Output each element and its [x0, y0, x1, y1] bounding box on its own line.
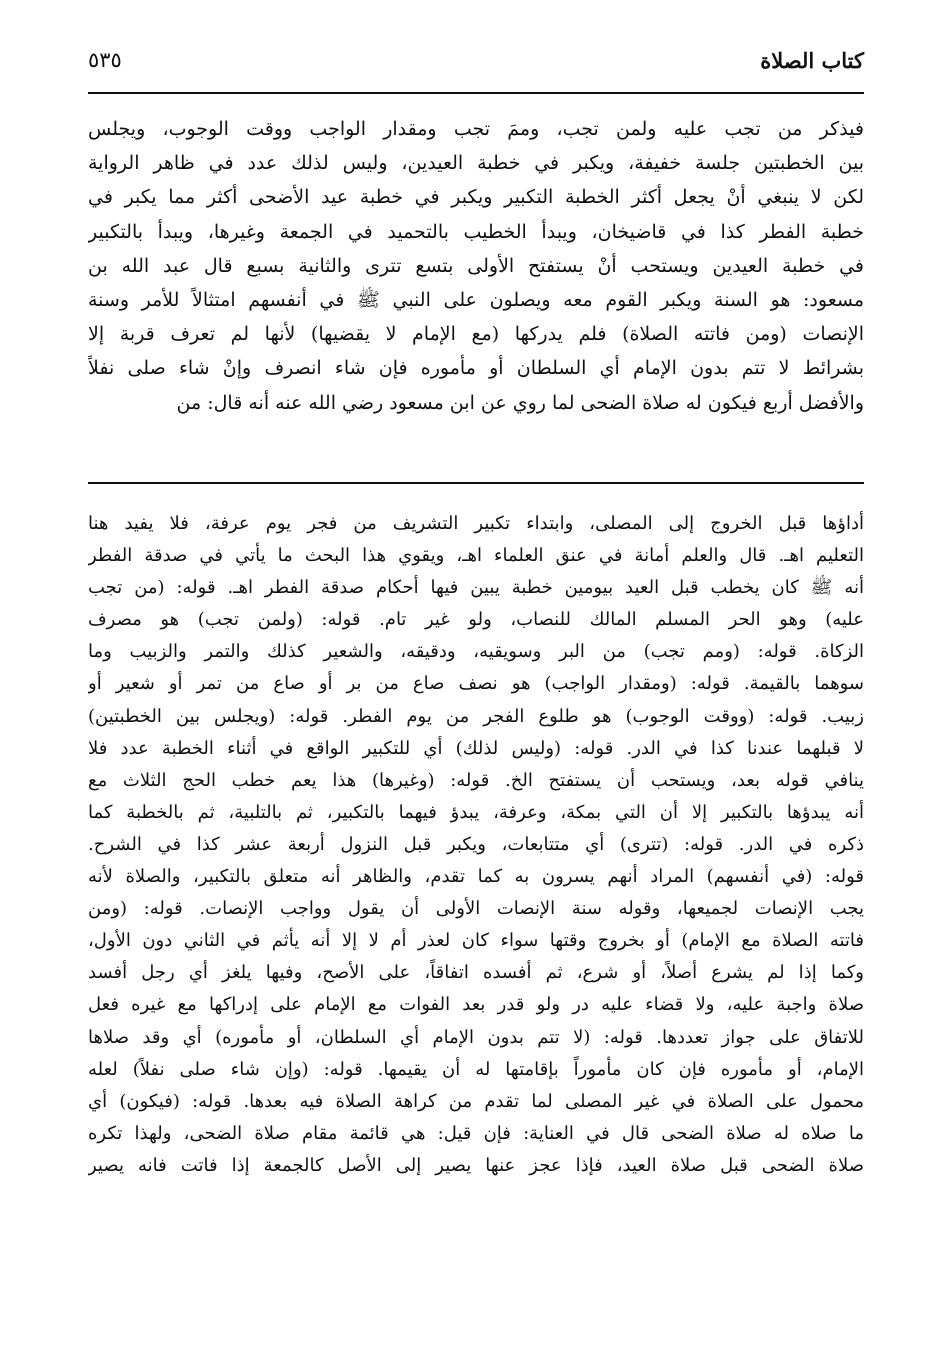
- main-line: بشرائط لا تتم بدون الإمام أي السلطان أو مأموره فإن شاء انصرف وإنْ شاء صلى نفلاً: [88, 357, 864, 380]
- commentary-notes: [88, 508, 864, 1182]
- main-line: مسعود: هو السنة ويكبر القوم معه ويصلون على النبي ﷺ في أنفسهم امتثالاً للأمر وسنة: [88, 288, 864, 311]
- note-line: أنه ﷺ كان يخطب قبل العيد بيومين خطبة يبين فيها أحكام صدقة الفطر اهـ. قوله: (من تجب: [88, 577, 864, 599]
- note-line: يجب الإنصات لجميعها، وقوله سنة الإنصات الأولى أن يقول وواجب الإنصات. قوله: (ومن: [88, 898, 864, 920]
- main-line: لكن لا ينبغي أنْ يجعل أكثر الخطبة التكبير ويكبر في خطبة عيد الأضحى أكثر مما يكبر في: [88, 186, 864, 209]
- note-line: الإمام، أو مأموره فإن كان مأموراً بإقامتها له أن يقيمها. قوله: (وإن شاء صلى نفلاً) لعله: [88, 1058, 864, 1080]
- page-title: كتاب الصلاة: [760, 47, 864, 73]
- note-line: فاتته الصلاة مع الإمام) أو بخروج وقتها سواء كان لعذر أم لا إلا أنه يأثم في الثاني دون الأول،: [88, 930, 864, 952]
- main-line: في خطبة العيدين ويستحب أنْ يستفتح الأولى بتسع تترى والثانية بسبع قال عبد الله بن: [88, 254, 864, 277]
- main-text: [88, 112, 864, 420]
- note-line: محمول على الصلاة في غير المصلى لما تقدم من كراهة الصلاة فيه بعدها. قوله: (فيكون) أي: [88, 1090, 864, 1112]
- separator-rule: [88, 482, 864, 484]
- main-line: خطبة الفطر كذا في قاضيخان، ويبدأ الخطيب بالتحميد في الجمعة وغيرها، ويبدأ بالتكبير: [88, 220, 864, 243]
- note-line: أداؤها قبل الخروج إلى المصلى، وابتداء تكبير التشريف من فجر يوم عرفة، فلا يفيد هنا: [88, 513, 864, 534]
- main-line: بين الخطبتين جلسة خفيفة، ويكبر في خطبة العيدين، وليس لذلك عدد في ظاهر الرواية: [88, 152, 864, 175]
- note-line: زبيب. قوله: (ووقت الوجوب) هو طلوع الفجر من يوم الفطر. قوله: (ويجلس بين الخطبتين): [88, 705, 864, 727]
- note-line: للاتفاق على جواز تعددها. قوله: (لا تتم بدون الإمام أي السلطان، أو مأموره) أي وقد صلاها: [88, 1026, 864, 1048]
- note-line: التعليم اهـ. قال والعلم أمانة في عنق العلماء اهـ، ويقوي هذا البحث ما يأتي في صدقة الفطر: [88, 545, 864, 567]
- note-line: قوله: (في أنفسهم) المراد أنهم يسرون به كما تقدم، والظاهر أنه متعلق بالتكبير، والصلاة لأنه: [88, 866, 864, 888]
- main-line: والأفضل أربع فيكون له صلاة الضحى لما روي عن ابن مسعود رضي الله عنه أنه قال: من: [176, 391, 864, 414]
- top-rule: [88, 92, 864, 94]
- page-header: [88, 40, 864, 80]
- note-line: ذكره في الدر. قوله: (تترى) أي متتابعات، ويكبر قبل النزول أربعة عشر كذا في الشرح.: [88, 833, 864, 855]
- note-line: صلاة الضحى قبل صلاة العيد، فإذا عجز عنها يصير إلى الأصل كالجمعة إذا فاتت فانه يصير: [88, 1154, 864, 1176]
- note-line: سوهما بالقيمة. قوله: (ومقدار الواجب) هو نصف صاع من بر أو صاع من تمر أو شعير أو: [88, 673, 864, 695]
- page-number: ٥٣٥: [88, 48, 122, 72]
- note-line: لا قبلهما عندنا كذا في الدر. قوله: (وليس لذلك) أي للتكبير الواقع في أثناء الخطبة عدد فلا: [88, 737, 864, 759]
- note-line: صلاة واجبة عليه، ولا قضاء عليه در ولو قدر بعد الفوات مع الإمام على إدراكها مع غيره فعل: [88, 994, 864, 1016]
- note-line: ينافي قوله بعد، ويستحب أن يستفتح الخ. قوله: (وغيرها) هذا يعم خطب الحج الثلاث مع: [88, 769, 864, 791]
- note-line: وكما إذا لم يشرع أصلاً، أو شرع، ثم أفسده اتفاقاً، على الأصح، وفيها يلغز أي رجل أفسد: [88, 962, 864, 984]
- note-line: الزكاة. قوله: (ومم تجب) من البر وسويقيه، ودقيقه، والشعير كذلك والتمر والزبيب وما: [88, 641, 864, 663]
- note-line: أنه يبدؤها بالتكبير إلا أن التي بمكة، وعرفة، يبدؤ فيهما بالتكبير، ثم بالتلبية، ثم بالخطبة كما: [88, 801, 864, 823]
- main-line: الإنصات (ومن فاتته الصلاة) فلم يدركها (مع الإمام لا يقضيها) لأنها لم تعرف قربة إلا: [88, 323, 864, 346]
- main-line: فيذكر من تجب عليه ولمن تجب، وممَ تجب ومقدار الواجب ووقت الوجوب، ويجلس: [88, 118, 864, 140]
- note-line: ما صلاه له صلاة الضحى قال في العناية: فإن قيل: هي قائمة مقام صلاة الضحى، ولهذا تكره: [88, 1122, 864, 1144]
- note-line: عليه) وهو الحر المسلم المالك للنصاب، ولو غير تام. قوله: (ولمن تجب) هو مصرف: [88, 609, 864, 631]
